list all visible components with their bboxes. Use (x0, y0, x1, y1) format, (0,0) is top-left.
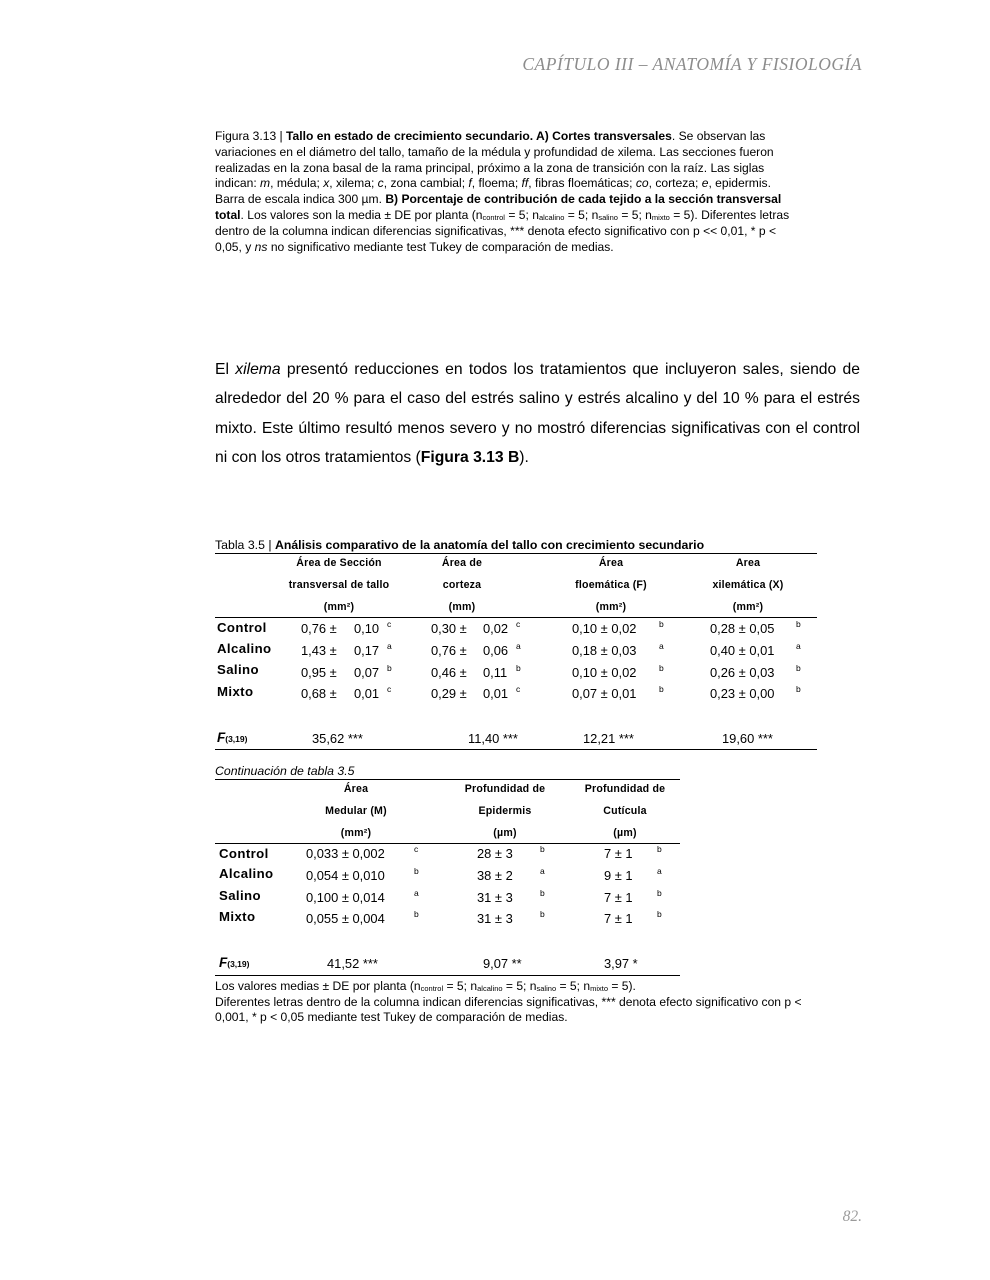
row-label: Alcalino (219, 866, 274, 881)
cell-value: 0,18 ± 0,03 (572, 643, 637, 658)
significance-letter: b (540, 909, 545, 919)
table2-header-3-line3: (µm) (613, 827, 637, 839)
cell-value: 0,26 ± 0,03 (710, 665, 775, 680)
significance-letter: b (657, 909, 662, 919)
significance-letter: b (540, 844, 545, 854)
cell-mean: 1,43 ± (301, 643, 337, 658)
chapter-header: CAPÍTULO III – ANATOMÍA Y FISIOLOGÍA (522, 54, 862, 74)
caption-text: = 5; n (504, 207, 539, 222)
caption-abbr: f (468, 176, 472, 191)
significance-letter: b (796, 684, 801, 694)
significance-letter: b (540, 888, 545, 898)
cell-value: 7 ± 1 (604, 846, 633, 861)
significance-letter: c (516, 684, 521, 694)
cell-value: 0,07 ± 0,01 (572, 686, 637, 701)
cell-sd: 0,10 (354, 621, 380, 636)
caption-text: , floema; (471, 176, 522, 191)
significance-letter: c (387, 619, 392, 629)
notes-subscript: alcalino (477, 984, 503, 993)
significance-letter: b (414, 866, 419, 876)
caption-abbr: ns (254, 239, 268, 254)
notes-text: = 5; n (556, 979, 591, 993)
cell-mean: 0,68 ± (301, 686, 337, 701)
cell-value: 0,10 ± 0,02 (572, 621, 637, 636)
cell-mean: 0,30 ± (431, 621, 467, 636)
table1-header-4-line1: Area (735, 557, 761, 569)
significance-letter: b (796, 663, 801, 673)
table1-top-rule (215, 553, 817, 554)
caption-text: . Se observan las variaciones en el diámetro del tallo, tamaño de la médula y profundidad de xilema. Las secciones fueron realizadas en la zona basal de la rama principal, próximo a la zona de transición con la raíz. Las siglas indican: (215, 129, 774, 191)
f-value: 3,97 * (604, 956, 638, 971)
significance-letter: b (657, 844, 662, 854)
table1-header-3-line3: (mm²) (595, 601, 627, 613)
notes-text: = 5; n (443, 979, 478, 993)
significance-letter: b (659, 619, 664, 629)
cell-value: 0,10 ± 0,02 (572, 665, 637, 680)
cell-sd: 0,07 (354, 665, 380, 680)
significance-letter: a (796, 641, 801, 651)
table2-header-2-line3: (µm) (493, 827, 517, 839)
cell-value: 38 ± 2 (477, 868, 513, 883)
table-notes (215, 979, 815, 1026)
cell-sd: 0,11 (483, 665, 508, 680)
page-number: 82. (842, 1208, 862, 1225)
cell-value: 0,033 ± 0,002 (306, 846, 385, 861)
table2-bottom-rule (215, 975, 680, 976)
paragraph-text: El (215, 361, 236, 378)
paragraph-text: presentó reducciones en todos los tratamientos que incluyeron sales, siendo de alrededor del 20 % para el caso del estrés salino y estrés alcalino y del 10 % para el estrés mixto. Este último resultó menos severo y no mostró diferencias significativas con el control ni con los otros tratamientos ( (215, 361, 860, 466)
cell-sd: 0,02 (483, 621, 509, 636)
table1-caption-title: Análisis comparativo de la anatomía del tallo con crecimiento secundario (274, 538, 705, 552)
table2-header-1-line1: Área (343, 783, 369, 795)
table2-header-3-line1: Profundidad de (584, 783, 666, 795)
significance-letter: a (516, 641, 521, 651)
significance-letter: b (659, 684, 664, 694)
caption-abbr: co (635, 176, 649, 191)
caption-prefix: Figura 3.13 | (215, 129, 287, 143)
table1-header-1-line3: (mm²) (323, 601, 355, 613)
notes-text: Los valores medias ± DE por planta (n (215, 979, 421, 993)
significance-letter: b (516, 663, 521, 673)
caption-abbr: x (323, 176, 330, 191)
f-value: 35,62 *** (312, 731, 363, 746)
f-degrees: (3,19) (225, 734, 248, 744)
cell-value: 28 ± 3 (477, 846, 513, 861)
table1-header-3-line2: floemática (F) (575, 579, 647, 591)
caption-text: , médula; (270, 176, 324, 191)
notes-subscript: salino (536, 984, 557, 993)
caption-text: , epidermis. Barra de escala indica 300 µm. (215, 176, 771, 207)
cell-value: 0,055 ± 0,004 (306, 911, 385, 926)
cell-mean: 0,46 ± (431, 665, 467, 680)
f-statistic-label (219, 955, 249, 970)
cell-mean: 0,76 ± (301, 621, 337, 636)
caption-title-a: Tallo en estado de crecimiento secundario. A) Cortes transversales (286, 129, 672, 143)
caption-abbr: e (701, 176, 709, 191)
table2-header-1-line2: Medular (M) (325, 805, 387, 817)
table1-caption-prefix: Tabla 3.5 | (215, 538, 275, 552)
table1-header-3-line1: Área (598, 557, 624, 569)
table1-header-2-line3: (mm) (448, 601, 476, 613)
significance-letter: a (659, 641, 664, 651)
cell-sd: 0,01 (354, 686, 380, 701)
cell-mean: 0,95 ± (301, 665, 337, 680)
notes-text: = 5; n (502, 979, 537, 993)
table2-header-1-line3: (mm²) (340, 827, 372, 839)
notes-subscript: control (420, 984, 444, 993)
significance-letter: c (516, 619, 521, 629)
table1-bottom-rule (215, 749, 817, 750)
caption-text: , xilema; (329, 176, 378, 191)
f-degrees: (3,19) (227, 959, 250, 969)
f-value: 11,40 *** (468, 731, 518, 746)
cell-value: 0,23 ± 0,00 (710, 686, 775, 701)
cell-sd: 0,17 (354, 643, 380, 658)
f-value: 12,21 *** (583, 731, 634, 746)
caption-abbr: c (377, 176, 384, 191)
cell-sd: 0,01 (483, 686, 509, 701)
significance-letter: a (657, 866, 662, 876)
caption-text: , fibras floemáticas; (528, 176, 636, 191)
significance-letter: b (657, 888, 662, 898)
cell-mean: 0,76 ± (431, 643, 467, 658)
significance-letter: a (387, 641, 392, 651)
cell-value: 0,100 ± 0,014 (306, 890, 385, 905)
cell-value: 31 ± 3 (477, 911, 513, 926)
table1-header-rule (215, 617, 817, 618)
table2-header-rule (215, 843, 680, 844)
table2-caption: Continuación de tabla 3.5 (215, 764, 355, 778)
cell-value: 7 ± 1 (604, 890, 633, 905)
table2-header-2-line1: Profundidad de (464, 783, 546, 795)
paragraph-italic: xilema (235, 361, 281, 378)
notes-text: = 5). (608, 979, 636, 993)
row-label: Control (217, 620, 267, 635)
row-label: Salino (219, 888, 261, 903)
paragraph-text: ). (519, 448, 529, 466)
caption-text: = 5; n (564, 207, 599, 222)
row-label: Control (219, 846, 269, 861)
f-letter: F (217, 730, 226, 745)
significance-letter: b (414, 909, 419, 919)
significance-letter: c (414, 844, 419, 854)
cell-value: 9 ± 1 (604, 868, 633, 883)
figure-caption (215, 129, 800, 255)
caption-abbr: ff (521, 176, 529, 191)
f-letter: F (219, 955, 228, 970)
table1-header-1-line1: Área de Sección (296, 557, 382, 569)
caption-text: . Los valores son la media ± DE por planta (n (240, 207, 483, 222)
significance-letter: a (540, 866, 545, 876)
caption-subscript: salino (598, 212, 618, 222)
table1-caption (215, 538, 704, 552)
figure-reference: Figura 3.13 B (420, 448, 520, 466)
caption-subscript: control (482, 212, 505, 222)
cell-mean: 0,29 ± (431, 686, 467, 701)
cell-value: 0,28 ± 0,05 (710, 621, 775, 636)
caption-subscript: mixto (651, 212, 670, 222)
table2-header-3-line2: Cutícula (603, 805, 647, 817)
row-label: Mixto (219, 909, 256, 924)
notes-subscript: mixto (590, 984, 609, 993)
f-value: 41,52 *** (327, 956, 378, 971)
body-paragraph (215, 355, 860, 472)
cell-value: 7 ± 1 (604, 911, 633, 926)
significance-letter: b (796, 619, 801, 629)
table2-top-rule (215, 779, 680, 780)
f-value: 9,07 ** (483, 956, 522, 971)
f-statistic-label (217, 730, 247, 745)
row-label: Alcalino (217, 641, 272, 656)
row-label: Salino (217, 662, 259, 677)
caption-text: = 5; n (617, 207, 652, 222)
cell-sd: 0,06 (483, 643, 509, 658)
table1-header-1-line2: transversal de tallo (288, 579, 390, 591)
significance-letter: a (414, 888, 419, 898)
cell-value: 0,054 ± 0,010 (306, 868, 385, 883)
table1-header-2-line2: corteza (442, 579, 482, 591)
caption-subscript: alcalino (538, 212, 565, 222)
caption-abbr: m (260, 176, 271, 191)
f-value: 19,60 *** (722, 731, 773, 746)
notes-text: Diferentes letras dentro de la columna indican diferencias significativas, *** denota efecto significativo con p < 0,001, * p < 0,05 mediante test Tukey de comparación de medias. (215, 994, 802, 1025)
caption-title-b: B) Porcentaje de contribución de cada tejido a la sección transversal total (215, 192, 782, 222)
table1-header-4-line2: xilemática (X) (712, 579, 784, 591)
caption-text: no significativo mediante test Tukey de comparación de medias. (267, 239, 614, 254)
table1-header-4-line3: (mm²) (732, 601, 764, 613)
significance-letter: b (659, 663, 664, 673)
cell-value: 31 ± 3 (477, 890, 513, 905)
caption-text: , corteza; (648, 176, 702, 191)
significance-letter: c (387, 684, 392, 694)
table1-header-2-line1: Área de (441, 557, 483, 569)
caption-text: = 5). Diferentes letras dentro de la columna indican diferencias significativas, *** denota efecto significativo con p << 0,01, * p < 0,05, y (215, 207, 790, 254)
caption-text: , zona cambial; (383, 176, 469, 191)
cell-value: 0,40 ± 0,01 (710, 643, 775, 658)
significance-letter: b (387, 663, 392, 673)
row-label: Mixto (217, 684, 254, 699)
table2-header-2-line2: Epidermis (478, 805, 532, 817)
